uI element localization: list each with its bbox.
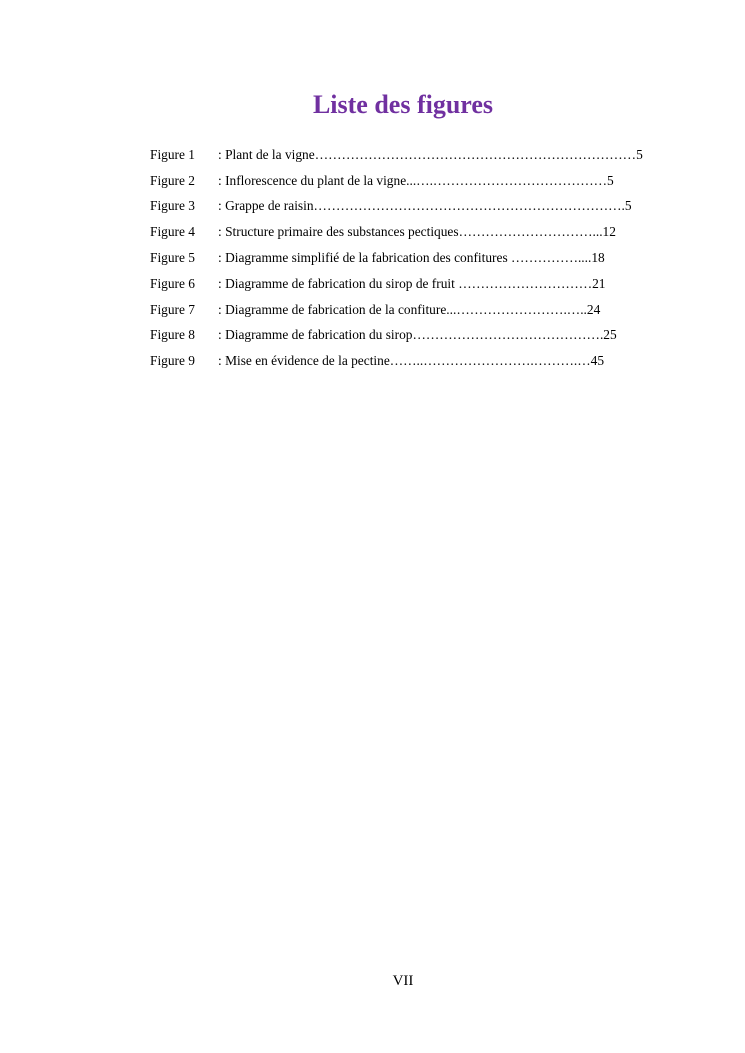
- figure-list: [150, 142, 643, 374]
- figure-entry: : Diagramme de fabrication de la confiture...…………………….…..24: [218, 301, 601, 317]
- page-title: Liste des figures: [312, 90, 494, 119]
- list-item: [150, 168, 643, 194]
- figure-entry: : Inflorescence du plant de la vigne...….…………………………………5: [218, 172, 614, 188]
- figure-number: Figure 1: [150, 146, 196, 162]
- list-item: [150, 219, 643, 245]
- figure-entry: : Mise en évidence de la pectine……..…………………….……….…45: [218, 353, 605, 369]
- figure-number: Figure 2: [150, 172, 196, 188]
- figure-entry: : Structure primaire des substances pectiques…………………………...12: [218, 224, 616, 240]
- figure-number: Figure 6: [150, 275, 196, 291]
- figure-entry: : Grappe de raisin…………………………………………………………….5: [218, 198, 632, 214]
- figure-number: Figure 9: [150, 353, 196, 369]
- figure-entry: : Diagramme de fabrication du sirop de fruit …………………………21: [218, 275, 606, 291]
- figure-number: Figure 8: [150, 327, 196, 343]
- page-number: VII: [392, 973, 414, 989]
- list-item: [150, 348, 643, 374]
- figure-number: Figure 3: [150, 198, 196, 214]
- list-item: [150, 142, 643, 168]
- figure-entry: : Diagramme de fabrication du sirop…………………………………….25: [218, 327, 617, 343]
- figure-number: Figure 5: [150, 250, 196, 266]
- figure-entry: : Plant de la vigne………………………………………………………………5: [218, 146, 643, 162]
- list-item: [150, 297, 643, 323]
- list-item: [150, 323, 643, 349]
- figure-entry: : Diagramme simplifié de la fabrication des confitures ……………....18: [218, 250, 605, 266]
- figure-number: Figure 4: [150, 224, 196, 240]
- figure-number: Figure 7: [150, 301, 196, 317]
- list-item: [150, 245, 643, 271]
- list-item: [150, 271, 643, 297]
- list-item: [150, 194, 643, 220]
